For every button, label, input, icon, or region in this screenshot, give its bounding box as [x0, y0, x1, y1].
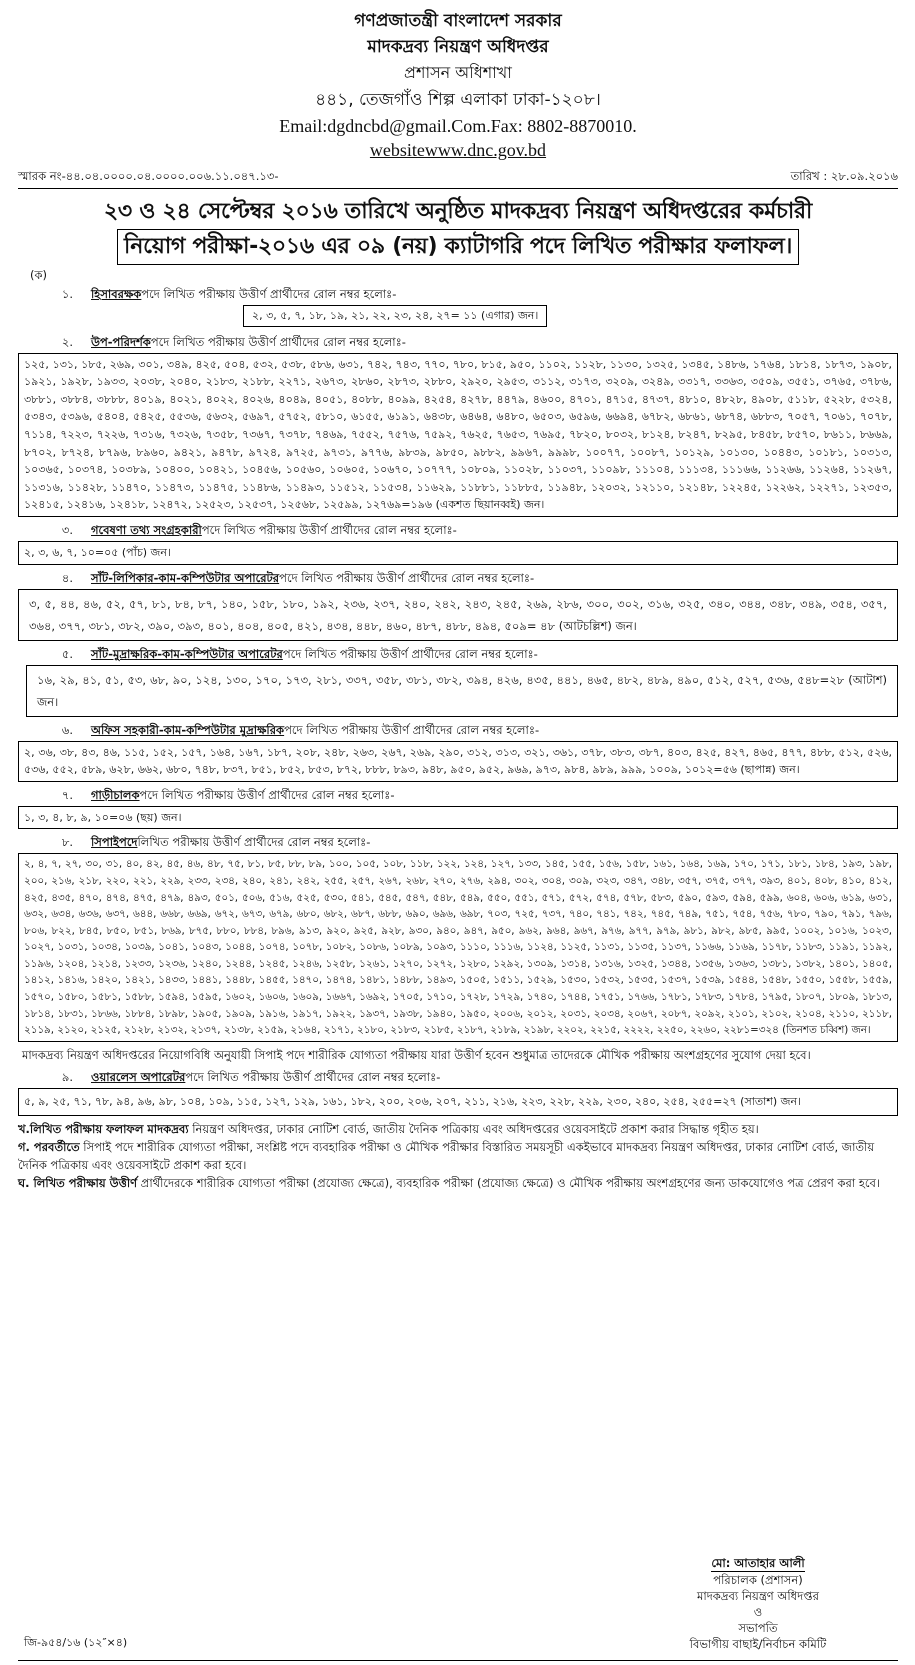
roll-list: ৩, ৫, ৪৪, ৪৬, ৫২, ৫৭, ৮১, ৮৪, ৮৭, ১৪০, ১৫৮, ১৮০, ১৯২, ২৩৬, ২৩৭, ২৪০, ২৪২, ২৪৩, ২৪৫, ২৬৯, ২৮৬, ৩০০, ৩০২, ৩১৬, ৩২৫, ৩৪০, ৩৪৪, ৩৪৮, ৩৪৯, ৩৫৪, ৩৫৭, ৩৬৪, ৩৭৭, ৩৮১, ৩৮২, ৩৯০, ৩৯৩, ৪০১, ৪০৪, ৪০৫, ৪২১, ৪৩৪, ৪৪৮, ৪৬০, ৪৮৭, ৪৮৮, ৪৯৪, ৫০৯= ৪৮ (আটচল্লিশ) জন।: [18, 589, 898, 641]
section-text: পদে লিখিত পরীক্ষায় উত্তীর্ণ প্রার্থীদের রোল নম্বর হলোঃ-: [185, 1069, 441, 1084]
sepoy-note: মাদকদ্রব্য নিয়ন্ত্রণ অধিদপ্তরের নিয়োগবিধি অনুযায়ী সিপাই পদে শারীরিক যোগ্যতা পরীক্ষায় যারা উত্তীর্ণ হবেন শুধুমাত্র তাদেরকে মৌখিক পরীক্ষায় অংশগ্রহণের সুযোগ দেয়া হবে।: [22, 1047, 811, 1062]
bottom-rule: [18, 1660, 898, 1661]
gov-name: গণপ্রজাতন্ত্রী বাংলাদেশ সরকার: [354, 11, 562, 31]
section-text: পদে লিখিত পরীক্ষায় উত্তীর্ণ প্রার্থীদের রোল নম্বর হলোঃ-: [201, 522, 457, 537]
section-research-data-collector: [18, 521, 898, 565]
notice-page: [18, 0, 898, 1665]
section-sepoy: [18, 833, 898, 1042]
section-number: ৫.: [61, 646, 73, 661]
roll-list: ২, ৩, ৬, ৭, ১০=০৫ (পাঁচ) জন।: [18, 541, 898, 565]
signatory-committee: বিভাগীয় বাছাই/নির্বাচন কমিটি: [689, 1637, 827, 1651]
section-number: ৪.: [61, 570, 73, 585]
post-name: গাড়ীচালক: [91, 787, 140, 802]
roll-list: ১৬, ২৯, ৪১, ৫১, ৫৩, ৬৮, ৯০, ১২৪, ১৩০, ১৭০, ১৭৩, ২৮১, ৩৩৭, ৩৫৮, ৩৮১, ৩৮২, ৩৯৪, ৪২৬, ৪৩৫, ৪৪১, ৪৬৫, ৪৮২, ৪৮৯, ৪৯০, ৫১২, ৫২৭, ৫৩৬, ৫৪৮=২৮ (আটাশ) জন।: [26, 665, 898, 717]
address: ৪৪১, তেজগাঁও শিল্প এলাকা ঢাকা-১২০৮।: [315, 90, 601, 110]
dept-name: মাদকদ্রব্য নিয়ন্ত্রণ অধিদপ্তর: [367, 37, 549, 57]
print-code: জি-৯৫৪/১৬ (১২″×৪): [24, 1636, 128, 1649]
section-number: ২.: [61, 334, 73, 349]
section-number: ৭.: [61, 787, 73, 802]
section-number: ৬.: [61, 722, 73, 737]
section-text: পদে লিখিত পরীক্ষায় উত্তীর্ণ প্রার্থীদের রোল নম্বর হলোঃ-: [279, 570, 535, 585]
notice-title: [18, 195, 898, 265]
signatory-designation: পরিচালক (প্রশাসন): [713, 1573, 803, 1587]
footer-notes: [18, 1120, 898, 1192]
roll-list: ২, ৪, ৭, ২৭, ৩০, ৩১, ৪০, ৪২, ৪৫, ৪৬, ৪৮, ৭৫, ৮১, ৮৫, ৮৮, ৮৯, ১০০, ১০৫, ১০৮, ১১৮, ১২২, ১২৪, ১২৭, ১৩৩, ১৪৫, ১৫৫, ১৫৬, ১৫৮, ১৬১, ১৬৪, ১৬৯, ১৭০, ১৭১, ১৮১, ১৮৪, ১৯৩, ১৯৮, ২০০, ২১৬, ২১৮, ২২০, ২২১, ২২৯, ২৩৩, ২৩৪, ২৪০, ২৪১, ২৪২, ২৫৫, ২৫৭, ২৬৭, ২৬৮, ২৭০, ২৭৬, ২৯৪, ৩০২, ৩০৪, ৩০৯, ৩২৩, ৩৪৭, ৩৪৮, ৩৫৭, ৩৭৫, ৩৭৭, ৩৯৩, ৪০১, ৪০৮, ৪১০, ৪১২, ৪২৫, ৪৩৫, ৪৭০, ৪৭৪, ৪৭৫, ৪৭৯, ৪৯৩, ৫০১, ৫০৬, ৫১৬, ৫২৫, ৫৩০, ৫৪১, ৫৪৫, ৫৪৭, ৫৪৮, ৫৪৯, ৫৫০, ৫৫১, ৫৭১, ৫৭২, ৫৭৪, ৫৭৮, ৫৮৩, ৫৯০, ৫৯৩, ৫৯৪, ৫৯৯, ৬০৪, ৬০৬, ৬১৯, ৬৩১, ৬৩২, ৬৩৪, ৬৩৬, ৬৩৭, ৬৪৪, ৬৬৮, ৬৬৯, ৬৭২, ৬৭৩, ৬৭৯, ৬৮০, ৬৮২, ৬৮৭, ৬৮৮, ৬৯০, ৬৯৬, ৬৯৮, ৭০৩, ৭২৫, ৭৩৭, ৭৪০, ৭৪১, ৭৪২, ৭৪৫, ৭৪৯, ৭৫১, ৭৫৪, ৭৫৬, ৭৮০, ৭৯০, ৭৯১, ৭৯৬, ৮০৬, ৮২২, ৮৪৫, ৮৫০, ৮৫১, ৮৬৯, ৮৭৫, ৮৮০, ৮৮৪, ৮৯৬, ৯১৩, ৯২০, ৯২৫, ৯২৮, ৯৩০, ৯৪০, ৯৪৭, ৯৫০, ৯৬২, ৯৬৪, ৯৬৭, ৯৭৬, ৯৭৭, ৯৭৯, ৯৮১, ৯৮২, ৯৮৫, ৯৯৫, ১০০২, ১০১৬, ১০২৩, ১০২৭, ১০৩১, ১০৩৪, ১০৩৯, ১০৪১, ১০৪৩, ১০৪৪, ১০৭৪, ১০৭৮, ১০৮২, ১০৮৬, ১০৮৯, ১০৯৩, ১১১০, ১১১৬, ১১২৪, ১১২৫, ১১৩১, ১১৩৫, ১১৩৭, ১১৬৬, ১১৬৯, ১১৭৮, ১১৮৩, ১১৯১, ১১৯২, ১১৯৬, ১২০৪, ১২১৪, ১২৩৩, ১২৩৬, ১২৪০, ১২৪৪, ১২৪৫, ১২৪৬, ১২৫৮, ১২৬১, ১২৭০, ১২৭২, ১২৮০, ১২৯২, ১৩০৯, ১৩১৪, ১৩১৬, ১৩২৫, ১৩৪৪, ১৩৫৬, ১৩৬৩, ১৩৮১, ১৩৮২, ১৪০১, ১৪০৫, ১৪১২, ১৪১৬, ১৪২০, ১৪২১, ১৪৩৩, ১৪৪১, ১৪৪৮, ১৪৫৫, ১৪৭০, ১৪৭৪, ১৪৮১, ১৪৮৮, ১৪৯৩, ১৫০৫, ১৫১১, ১৫২৯, ১৫৩০, ১৫৩২, ১৫৩৫, ১৫৩৭, ১৫৩৯, ১৫৪৪, ১৫৪৮, ১৫৫০, ১৫৫৮, ১৫৫৯, ১৫৭০, ১৫৮০, ১৫৮১, ১৫৮৮, ১৫৯৪, ১৫৯৫, ১৬০২, ১৬০৬, ১৬০৯, ১৬৬৭, ১৬৯২, ১৭০৫, ১৭১০, ১৭২৮, ১৭২৯, ১৭৪০, ১৭৪৪, ১৭৫১, ১৭৬৬, ১৭৮১, ১৭৮৩, ১৭৮৪, ১৭৯৫, ১৮০৭, ১৮০৯, ১৮১৩, ১৮১৪, ১৮৩১, ১৮৬৬, ১৮৮৪, ১৮৯৮, ১৯০৫, ১৯০৯, ১৯১৬, ১৯১৭, ১৯২২, ১৯৩৭, ১৯৩৮, ১৯৪০, ১৯৫০, ২০০৬, ২০১২, ২০৩১, ২০৩৪, ২০৬৭, ২০৮৭, ২০৯২, ২১০১, ২১০২, ২১০৪, ২১১০, ২১১৮, ২১১৯, ২১২০, ২১২৫, ২১২৮, ২১৩২, ২১৩৭, ২১৩৮, ২১৫৯, ২১৬৪, ২১৭১, ২১৮০, ২১৮৩, ২১৮৫, ২১৮৭, ২১৮৯, ২১৯৮, ২২০২, ২২১৫, ২২২২, ২২৫০, ২২৬০, ২২৮১=৩২৪ (তিনশত চব্বিশ) জন।: [18, 853, 898, 1042]
letterhead: [18, 8, 898, 162]
title-line-1: ২৩ ও ২৪ সেপ্টেম্বর ২০১৬ তারিখে অনুষ্ঠিত মাদকদ্রব্য নিয়ন্ত্রণ অধিদপ্তরের কর্মচারী: [103, 199, 813, 224]
roll-list: ২, ৩, ৫, ৭, ১৮, ১৯, ২১, ২২, ২৩, ২৪, ২৭= ১১ (এগার) জন।: [243, 305, 547, 327]
post-name: অফিস সহকারী-কাম-কম্পিউটার মুদ্রাক্ষরিক: [91, 722, 285, 737]
section-number: ৩.: [61, 522, 73, 537]
notice-date: তারিখ : ২৮.০৯.২০১৬: [790, 169, 898, 183]
section-number: ৯.: [61, 1069, 73, 1084]
branch-name: প্রশাসন অধিশাখা: [404, 63, 512, 82]
roll-list: ১, ৩, ৪, ৮, ৯, ১০=০৬ (ছয়) জন।: [18, 806, 898, 830]
reference-row: [18, 168, 898, 186]
signatory-name: মো: আতাহার আলী: [711, 1556, 805, 1570]
roll-list: ৫, ৯, ২৫, ৭১, ৭৮, ৯৪, ৯৬, ৯৮, ১০৪, ১০৯, ১১৫, ১২৭, ১২৯, ১৬১, ১৮২, ২০০, ২০৬, ২০৭, ২১১, ২১৬, ২২৩, ২২৮, ২২৯, ২৩০, ২৪০, ২৫৪, ২৫৫=২৭ (সাতাশ) জন।: [18, 1088, 898, 1116]
note-gha-lead: ঘ. লিখিত পরীক্ষায় উত্তীর্ণ: [18, 1175, 138, 1190]
note-kha: [18, 1120, 898, 1138]
section-text: পদে লিখিত পরীক্ষায় উত্তীর্ণ প্রার্থীদের রোল নম্বর হলোঃ-: [139, 787, 395, 802]
website-link[interactable]: websitewww.dnc.gov.bd: [369, 140, 547, 160]
section-number: ১.: [61, 287, 73, 301]
note-gha: [18, 1174, 898, 1192]
section-accountant: [18, 285, 898, 331]
part-ka-label: (ক): [30, 268, 48, 282]
roll-list: ১২৫, ১৩১, ১৮৫, ২৬৯, ৩০১, ৩৪৯, ৪২৫, ৫০৪, ৫৩২, ৫৩৮, ৫৮৬, ৬৩১, ৭৪২, ৭৪৩, ৭৭০, ৭৮০, ৮১৫, ৯৫০, ১১০২, ১১২৮, ১১৩০, ১৩২৫, ১৩৪৫, ১৪৮৬, ১৭৬৪, ১৮১৪, ১৮৭৩, ১৯০৮, ১৯২১, ১৯২৮, ১৯৩৩, ২০৩৮, ২০৪০, ২১৮৩, ২১৮৮, ২২৭১, ২৬৭৩, ২৮৬০, ২৮৭৩, ২৮৮০, ২৯২০, ২৯৫৩, ৩১১২, ৩১৭৩, ৩২০৯, ৩২৪৯, ৩৩১৭, ৩৩৬৩, ৩৫০৯, ৩৫৫১, ৩৭৬৫, ৩৭৮৬, ৩৮৮১, ৩৮৮৪, ৩৮৮৮, ৪০১৯, ৪০২১, ৪০২২, ৪০২৬, ৪০৪৯, ৪০৫১, ৪০৮৮, ৪০৯৯, ৪২৫৪, ৪২৭৮, ৪৪৭৯, ৪৬০০, ৪৭০১, ৪৭১৫, ৪৭৩৭, ৪৮১০, ৪৮২৮, ৪৯০৮, ৫১১৮, ৫২২৮, ৫৩২৪, ৫৩৪৩, ৫৩৯৬, ৫৪০৪, ৫৪২৫, ৫৫৩৬, ৫৬৩২, ৫৬৯৭, ৫৭৫২, ৫৮১০, ৬১৫৫, ৬১৯১, ৬৪৩৮, ৬৪৬৪, ৬৪৮০, ৬৫০৩, ৬৫৯৬, ৬৬৯৪, ৬৭৮২, ৬৮৬১, ৬৮৭৪, ৬৮৮৩, ৭০৫৭, ৭০৬১, ৭০৭৮, ৭১১৪, ৭২২৩, ৭২২৬, ৭৩১৬, ৭৩২৬, ৭৩৫৮, ৭৩৬৭, ৭৩৭৮, ৭৪৬৯, ৭৫৫২, ৭৫৭৬, ৭৫৯২, ৭৬২৫, ৭৬৫৩, ৭৬৯৫, ৭৮২০, ৮০৩২, ৮১২৪, ৮২৪৭, ৮২৯৫, ৮৪৫৮, ৮৫৭০, ৮৬১১, ৮৬৬৯, ৮৭০২, ৮৭২৪, ৮৭৯৬, ৮৯৬০, ৯৪২১, ৯৪৭৮, ৯৭২৪, ৯৭২৫, ৯৭৩১, ৯৭৭৬, ৯৮৩৯, ৯৮৫০, ৯৮৮২, ৯৯৬৭, ৯৯৯৮, ১০০৭৭, ১০০৮৭, ১০১২৯, ১০১৩০, ১০৪৪৩, ১০১৮১, ১০৩১৩, ১০৩৬৫, ১০৩৭৪, ১০৩৮৯, ১০৪০০, ১০৪২১, ১০৪৫৬, ১০৫৬০, ১০৬০৫, ১০৬৭০, ১০৭৭৭, ১০৮০৯, ১১০২৮, ১১০৩৭, ১১০৯৮, ১১১০৪, ১১১৩৪, ১১১৬৬, ১১২৬৬, ১১২৬৪, ১১২৬৭, ১১৩১৬, ১১৪২৮, ১১৪৭০, ১১৪৭৩, ১১৪৭৫, ১১৪৮৬, ১১৪৯৩, ১১৫১২, ১১৫৩৪, ১১৬২৯, ১১৮৮১, ১১৮৮৫, ১১৯৪৮, ১২০৩২, ১২১১০, ১২১৪৮, ১২২৪৫, ১২২৬২, ১২২৭১, ১২৩৫৩, ১২৪১৫, ১২৪১৬, ১২৪১৮, ১২৪৭২, ১২৫২৩, ১২৫৩৭, ১২৫৬৮, ১২৫৯৯, ১২৭৬৯=১৯৬ (একশত ছিয়ানব্বই) জন।: [18, 353, 898, 517]
section-stenographer: [18, 569, 898, 641]
post-name: ওয়ারলেস অপারেটর: [91, 1069, 186, 1084]
post-name: উপ-পরিদর্শক: [91, 334, 151, 349]
note-ga-text: সিপাই পদে শারীরিক যোগ্যতা পরীক্ষা, সংশ্লিষ্ট পদে ব্যবহারিক পরীক্ষা ও মৌখিক পরীক্ষার বিস্তারিত সময়সূচী একইভাবে মাদকদ্রব্য নিয়ন্ত্রণ অধিদপ্তর, ঢাকার নোটিশ বোর্ড, জাতীয় দৈনিক পত্রিকায় এবং ওয়েবসাইটে প্রকাশ করা হবে।: [18, 1139, 875, 1172]
note-kha-text: নিয়ন্ত্রণ অধিদপ্তর, ঢাকার নোটিশ বোর্ড, জাতীয় দৈনিক পত্রিকায় এবং অধিদপ্তরের ওয়েবসাইটে প্রকাশ করার সিদ্ধান্ত গৃহীত হয়।: [188, 1121, 759, 1136]
section-number: ৮.: [61, 835, 73, 850]
divider: [18, 188, 898, 189]
section-text: পদে লিখিত পরীক্ষায় উত্তীর্ণ প্রার্থীদের রোল নম্বর হলোঃ-: [282, 646, 538, 661]
note-ga-lead: গ. পরবর্তীতে: [18, 1139, 80, 1154]
section-sub-inspector: [18, 333, 898, 517]
signatory-and: ও: [753, 1605, 763, 1619]
note-ga: [18, 1138, 898, 1174]
post-name: সিপাইপদে: [91, 835, 138, 850]
post-name: গবেষণা তথ্য সংগ্রহকারী: [91, 522, 202, 537]
signature-block: [628, 1555, 888, 1652]
section-office-assistant: [18, 721, 898, 782]
section-text: পদে লিখিত পরীক্ষায় উত্তীর্ণ প্রার্থীদের রোল নম্বর হলোঃ-: [141, 287, 397, 301]
note-gha-text: প্রার্থীদেরকে শারীরিক যোগ্যতা পরীক্ষা (প্রযোজ্য ক্ষেত্রে), ব্যবহারিক পরীক্ষা (প্রযোজ্য ক্ষেত্রে) ও মৌখিক পরীক্ষায় অংশগ্রহণের জন্য ডাকযোগেও পত্র প্রেরণ করা হবে।: [137, 1175, 881, 1190]
section-wireless-operator: [18, 1068, 898, 1116]
signatory-office: মাদকদ্রব্য নিয়ন্ত্রণ অধিদপ্তর: [697, 1589, 819, 1603]
section-text: পদে লিখিত পরীক্ষায় উত্তীর্ণ প্রার্থীদের রোল নম্বর হলোঃ-: [284, 722, 540, 737]
roll-list: ২, ৩৬, ৩৮, ৪৩, ৪৬, ১১৫, ১৫২, ১৫৭, ১৬৪, ১৬৭, ১৮৭, ২০৮, ২৪৮, ২৬৩, ২৬৭, ২৬৯, ২৯০, ৩১২, ৩১৩, ৩২১, ৩৬১, ৩৭৮, ৩৮৩, ৩৮৭, ৪০৩, ৪২৫, ৪২৭, ৪৬৫, ৪৭৭, ৪৮৮, ৫১২, ৫২৬, ৫৩৬, ৫৫২, ৫৮৯, ৬২৮, ৬৬২, ৬৮০, ৭৪৮, ৮৩৭, ৮৫১, ৮৫২, ৮৫৩, ৮৭২, ৮৮৮, ৮৯৩, ৯৪৮, ৯৫০, ৯৫২, ৯৬৯, ৯৭৩, ৯৮৪, ৯৮৯, ৯৯৯, ১০০৯, ১০১২=৫৬ (ছাপান্ন) জন।: [18, 741, 898, 782]
section-text: লিখিত পরীক্ষায় উত্তীর্ণ প্রার্থীদের রোল নম্বর হলোঃ-: [137, 835, 371, 850]
contact-email-fax: Email:dgdncbd@gmail.Com.Fax: 8802-8870010.: [279, 116, 637, 136]
memo-number: স্মারক নং-৪৪.০৪.০০০০.০৪.০০০০.০০৬.১১.০৪৭.১৩-: [18, 169, 279, 183]
title-line-2: নিয়োগ পরীক্ষা-২০১৬ এর ০৯ (নয়) ক্যাটাগরি পদে লিখিত পরীক্ষার ফলাফল।: [117, 229, 799, 265]
section-text: পদে লিখিত পরীক্ষায় উত্তীর্ণ প্রার্থীদের রোল নম্বর হলোঃ-: [150, 334, 406, 349]
post-name: সাঁট-মুদ্রাক্ষরিক-কাম-কম্পিউটার অপারেটর: [91, 646, 283, 661]
signatory-role: সভাপতি: [738, 1621, 778, 1635]
post-name: হিসাবরক্ষক: [91, 287, 142, 301]
post-name: সাঁট-লিপিকার-কাম-কম্পিউটার অপারেটর: [91, 570, 280, 585]
note-kha-lead: খ.লিখিত পরীক্ষায় ফলাফল মাদকদ্রব্য: [18, 1121, 189, 1136]
section-driver: [18, 786, 898, 830]
section-steno-typist: [18, 645, 898, 717]
